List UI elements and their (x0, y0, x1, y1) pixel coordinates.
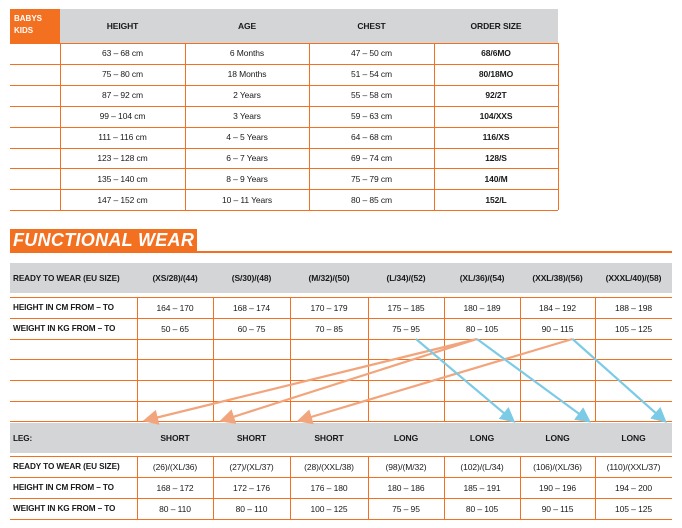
kids-cell: 59 – 63 cm (350, 111, 393, 122)
fw-bottom-cell: (102)/(L/34) (460, 461, 504, 472)
fw-bottom-cell: 168 – 172 (156, 482, 194, 493)
fw-top-size: (M/32)/(50) (308, 273, 350, 283)
kids-cell: 123 – 128 cm (97, 152, 148, 163)
fw-top-cell: 80 – 105 (465, 323, 499, 334)
kids-cell: 99 – 104 cm (99, 111, 146, 122)
fw-leg-value: LONG (393, 433, 419, 443)
kids-corner-label: BABYS KIDS (10, 9, 60, 43)
fw-bottom-row-label: HEIGHT IN CM FROM – TO (13, 483, 114, 492)
fw-bottom-cell: 80 – 110 (235, 503, 268, 514)
fw-top-cell: 90 – 115 (541, 323, 574, 334)
functional-wear-title: FUNCTIONAL WEAR (10, 229, 197, 251)
kids-order-size: 140/M (484, 173, 508, 184)
kids-cell: 64 – 68 cm (350, 132, 393, 143)
kids-cell: 2 Years (233, 90, 261, 101)
fw-bottom-cell: (26)/(XL/36) (152, 461, 198, 472)
kids-cell: 3 Years (233, 111, 261, 122)
kids-order-size: 104/XXS (479, 111, 513, 122)
kids-cell: 135 – 140 cm (97, 173, 148, 184)
fw-bottom-cell: 180 – 186 (387, 482, 425, 493)
fw-top-cell: 70 – 85 (315, 323, 343, 334)
fw-bottom-cell: 194 – 200 (615, 482, 652, 493)
fw-bottom-cell: (106)/(XL/36) (533, 461, 582, 472)
kids-order-size: 68/6MO (481, 48, 511, 59)
kids-order-size: 116/XS (482, 132, 510, 143)
fw-top-cell: 75 – 95 (392, 323, 420, 334)
kids-header-order-size: ORDER SIZE (470, 21, 522, 31)
fw-top-size: (XS/28)/(44) (152, 273, 198, 283)
kids-cell: 111 – 116 cm (98, 132, 147, 143)
fw-top-size: (L/34)/(52) (386, 273, 426, 283)
kids-cell: 55 – 58 cm (350, 90, 393, 101)
kids-cell: 75 – 80 cm (101, 69, 144, 80)
kids-cell: 47 – 50 cm (350, 48, 393, 59)
kids-header-height: HEIGHT (106, 21, 139, 31)
fw-bottom-row-label: WEIGHT IN KG FROM – TO (13, 504, 116, 513)
kids-cell: 87 – 92 cm (101, 90, 144, 101)
kids-order-size: 80/18MO (478, 69, 514, 80)
kids-header-chest: CHEST (357, 21, 386, 31)
kids-order-size: 152/L (485, 194, 507, 205)
kids-cell: 4 – 5 Years (226, 132, 268, 143)
kids-cell: 6 Months (229, 48, 265, 59)
fw-top-cell: 184 – 192 (539, 302, 576, 313)
fw-bottom-cell: (110)/(XXL/37) (606, 461, 661, 472)
kids-cell: 69 – 74 cm (350, 152, 393, 163)
fw-top-size: (S/30)/(48) (231, 273, 272, 283)
kids-cell: 18 Months (227, 69, 267, 80)
arrow-xxl-to-long (573, 339, 664, 420)
kids-cell: 8 – 9 Years (226, 173, 268, 184)
kids-cell: 51 – 54 cm (350, 69, 393, 80)
arrow-xl-to-short (147, 339, 477, 420)
kids-header-age: AGE (237, 21, 257, 31)
fw-bottom-cell: 80 – 110 (159, 503, 191, 514)
fw-bottom-cell: 90 – 115 (541, 503, 574, 514)
fw-leg-value: SHORT (314, 433, 344, 443)
arrow-l-to-long (416, 339, 512, 420)
fw-bottom-cell: (98)/(M/32) (385, 461, 427, 472)
kids-cell: 80 – 85 cm (350, 194, 393, 205)
kids-order-size: 128/S (485, 152, 507, 163)
fw-leg-value: SHORT (236, 433, 267, 443)
fw-top-header-label: READY TO WEAR (EU SIZE) (13, 273, 120, 283)
fw-top-cell: 170 – 179 (310, 302, 348, 313)
fw-top-cell: 164 – 170 (156, 302, 194, 313)
fw-leg-label: LEG: (13, 433, 33, 443)
fw-bottom-cell: 190 – 196 (539, 482, 576, 493)
fw-bottom-cell: 75 – 95 (392, 503, 420, 514)
kids-cell: 6 – 7 Years (226, 152, 268, 163)
kids-cell: 147 – 152 cm (97, 194, 148, 205)
kids-cell: 75 – 79 cm (350, 173, 393, 184)
fw-bottom-cell: 172 – 176 (233, 482, 270, 493)
fw-bottom-cell: 80 – 105 (465, 503, 499, 514)
fw-leg-value: LONG (621, 433, 646, 443)
fw-bottom-cell: (28)/(XXL/38) (304, 461, 354, 472)
fw-top-size: (XXL/38)/(56) (532, 273, 583, 283)
fw-leg-value: LONG (545, 433, 570, 443)
fw-top-cell: 50 – 65 (161, 323, 189, 334)
fw-top-cell: 105 – 125 (615, 323, 652, 334)
fw-leg-value: LONG (469, 433, 495, 443)
fw-top-cell: 188 – 198 (615, 302, 652, 313)
fw-bottom-cell: (27)/(XL/37) (229, 461, 274, 472)
kids-cell: 10 – 11 Years (221, 194, 273, 205)
fw-top-row-label: WEIGHT IN KG FROM – TO (13, 324, 116, 333)
kids-cell: 63 – 68 cm (101, 48, 144, 59)
fw-top-size: (XL/36)/(54) (459, 273, 505, 283)
fw-top-row-label: HEIGHT IN CM FROM – TO (13, 303, 114, 312)
kids-order-size: 92/2T (485, 90, 507, 101)
fw-top-cell: 175 – 185 (387, 302, 425, 313)
fw-leg-value: SHORT (160, 433, 190, 443)
fw-bottom-cell: 100 – 125 (310, 503, 348, 514)
fw-bottom-cell: 176 – 180 (310, 482, 348, 493)
fw-top-cell: 180 – 189 (463, 302, 501, 313)
fw-top-cell: 60 – 75 (237, 323, 266, 334)
fw-top-cell: 168 – 174 (233, 302, 270, 313)
fw-bottom-row-label: READY TO WEAR (EU SIZE) (13, 462, 120, 471)
fw-bottom-cell: 105 – 125 (615, 503, 652, 514)
fw-top-size: (XXXL/40)/(58) (605, 273, 662, 283)
fw-bottom-cell: 185 – 191 (463, 482, 501, 493)
